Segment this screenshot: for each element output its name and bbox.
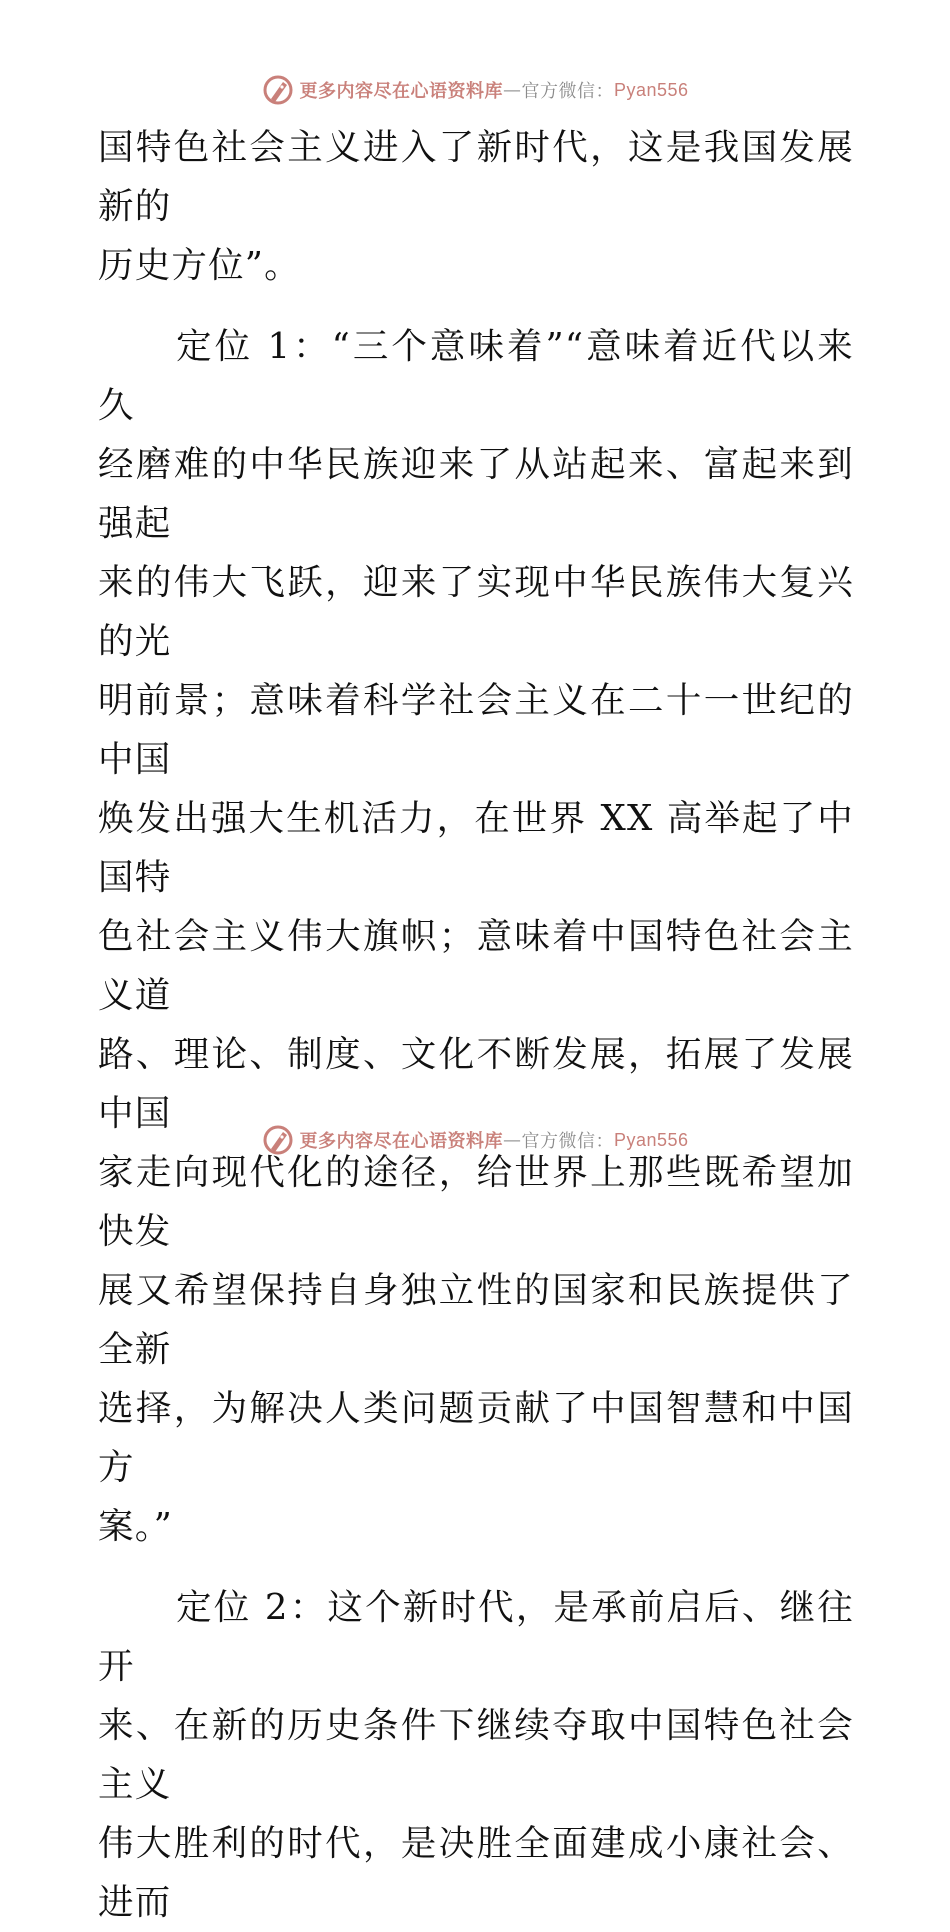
paragraph-2 [98,317,854,1556]
text-line: 历史方位”。 [98,245,301,286]
watermark-label: 官方微信： [521,81,614,102]
paragraph-3 [98,1578,854,1932]
text-line: 展又希望保持自身独立性的国家和民族提供了全新 [98,1270,854,1370]
footer-watermark [0,1120,950,1160]
text-line: 焕发出强大生机活力，在世界 XX 高举起了中国特 [98,798,854,898]
watermark-dash: — [502,1129,522,1151]
text-line: 明前景；意味着科学社会主义在二十一世纪的中国 [98,680,854,780]
text-line: 国特色社会主义进入了新时代，这是我国发展新的 [98,127,854,227]
watermark-main-text: 更多内容尽在心语资料库 [299,1131,503,1152]
text-line: 案。” [98,1506,173,1547]
text-line: 选择，为解决人类问题贡献了中国智慧和中国方 [98,1388,854,1488]
watermark-wechat-id: Pyan556 [613,79,689,100]
text-line: 伟大胜利的时代，是决胜全面建成小康社会、进而 [98,1823,854,1923]
text-line: 经磨难的中华民族迎来了从站起来、富起来到强起 [98,444,854,544]
pen-nib-icon [261,1123,295,1157]
text-line: 定位 2：这个新时代，是承前启后、继往开 [98,1587,854,1687]
text-line: 路、理论、制度、文化不断发展，拓展了发展中国 [98,1034,854,1134]
text-line: 定位 1：“三个意味着”“意味着近代以来久 [98,326,854,426]
watermark-main-text: 更多内容尽在心语资料库 [299,81,503,102]
header-watermark [0,70,950,110]
text-line: 家走向现代化的途径，给世界上那些既希望加快发 [98,1152,854,1252]
pen-nib-icon [261,73,295,107]
watermark-label: 官方微信： [521,1131,614,1152]
text-line: 来的伟大飞跃，迎来了实现中华民族伟大复兴的光 [98,562,854,662]
watermark-dash: — [502,79,522,101]
document-body [98,118,854,1932]
text-line: 来、在新的历史条件下继续夺取中国特色社会主义 [98,1705,854,1805]
paragraph-1 [98,118,854,295]
watermark-wechat-id: Pyan556 [613,1129,689,1150]
text-line: 色社会主义伟大旗帜；意味着中国特色社会主义道 [98,916,854,1016]
